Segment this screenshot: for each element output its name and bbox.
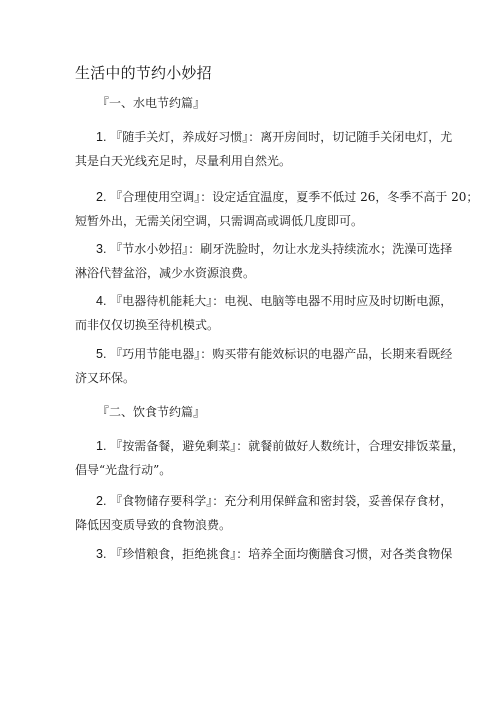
list-item-line [75, 347, 453, 361]
list-item-line: 而非仅仅切换至待机模式。 [75, 318, 220, 332]
list-item [75, 190, 479, 228]
list-item [75, 294, 453, 332]
list-item [75, 439, 465, 477]
list-item-line [75, 190, 479, 204]
list-item-line [75, 294, 453, 308]
list-item-number: 3. [96, 242, 107, 256]
list-item-number: 2. [96, 494, 107, 508]
list-item-text: 『巧用节能电器』：购买带有能效标识的电器产品，长期来看既经 [110, 347, 453, 361]
list-item-line: 其是白天光线充足时，尽量利用自然光。 [75, 154, 292, 168]
list-item-line [75, 130, 453, 144]
list-item-text: 『电器待机能耗大』：电视、电脑等电器不用时应及时切断电源， [110, 294, 453, 308]
list-item-text: 『合理使用空调』：设定适宜温度，夏季不低过 26，冬季不高于 20； [110, 190, 479, 204]
list-item [75, 347, 453, 385]
list-item-number: 3. [96, 547, 107, 561]
list-item-text: 『节水小妙招』：刷牙洗脸时，勿让水龙头持续流水；洗澡可选择 [110, 242, 453, 256]
list-item-number: 4. [96, 294, 107, 308]
list-item [75, 242, 453, 280]
list-item-number: 2. [96, 190, 107, 204]
section-heading-water-electricity: 『一、水电节约篇』 [97, 96, 206, 110]
document-title: 生活中的节约小妙招 [75, 64, 212, 82]
list-item-line [75, 242, 453, 256]
list-item-line: 降低因变质导致的食物浪费。 [75, 518, 232, 532]
list-item-line [75, 439, 465, 453]
list-item-text: 『珍惜粮食，拒绝挑食』：培养全面均衡膳食习惯，对各类食物保 [110, 547, 453, 561]
list-item-text: 『按需备餐，避免剩菜』：就餐前做好人数统计，合理安排饭菜量， [110, 439, 465, 453]
section-heading-food: 『二、饮食节约篇』 [97, 405, 206, 419]
list-item-line: 济又环保。 [75, 371, 136, 385]
list-item-number: 1. [96, 130, 107, 144]
list-item-number: 1. [96, 439, 107, 453]
list-item-line: 短暂外出，无需关闭空调，只需调高或调低几度即可。 [75, 214, 364, 228]
list-item [75, 130, 453, 168]
list-item-text: 『食物储存要科学』：充分利用保鲜盒和密封袋，妥善保存食材， [110, 494, 453, 508]
list-item-line [75, 494, 453, 508]
list-item-text: 『随手关灯，养成好习惯』：离开房间时，切记随手关闭电灯，尤 [110, 130, 453, 144]
list-item-number: 5. [96, 347, 107, 361]
list-item-line [75, 547, 453, 561]
list-item-line: 淋浴代替盆浴，减少水资源浪费。 [75, 266, 256, 280]
list-item-line: 倡导“光盘行动”。 [75, 463, 172, 477]
list-item [75, 494, 453, 532]
list-item [75, 547, 453, 561]
